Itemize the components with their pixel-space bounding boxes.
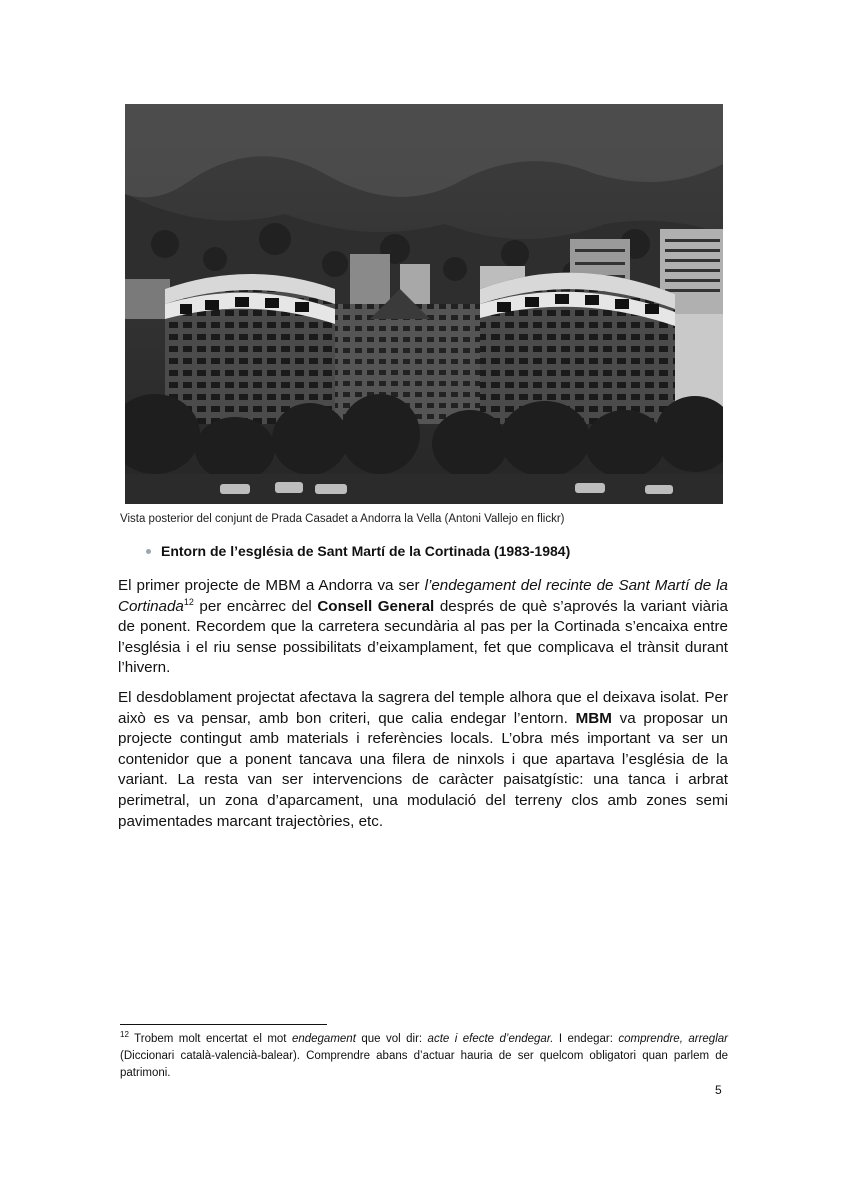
footnote-italic: acte i efecte d’endegar.	[427, 1033, 554, 1045]
footnote-reference: 12	[183, 596, 194, 607]
paragraph-2-text: El desdoblament projectat afectava la sagrera del temple alhora que el deixava isolat. Per això es va pensar, amb bon criteri, que calia endegar l’entorn.	[118, 689, 728, 727]
paragraph-1-text: El primer projecte de MBM a Andorra va ser	[118, 577, 425, 594]
paragraph-2	[118, 688, 728, 832]
section-heading-text: Entorn de l’església de Sant Martí de la Cortinada (1983-1984)	[161, 543, 571, 559]
figure-caption: Vista posterior del conjunt de Prada Casadet a Andorra la Vella (Antoni Vallejo en flickr)	[120, 513, 565, 525]
paragraph-1-bold: Consell General	[317, 597, 435, 615]
footnote-text: (Diccionari català-valencià-balear). Comprendre abans d’actuar hauria de ser quelcom obligatori quan parlem de patrimoni.	[120, 1050, 728, 1079]
footnote-text: Trobem molt encertat el mot	[128, 1033, 292, 1045]
page-number: 5	[715, 1083, 722, 1097]
footnote-italic: comprendre, arreglar	[618, 1033, 728, 1045]
footnote-text: que vol dir:	[355, 1033, 428, 1045]
footnote-number: 12	[120, 1030, 129, 1040]
paragraph-1-text: per encàrrec del	[193, 597, 318, 615]
paragraph-2-text: va proposar un projecte contingut amb materials i referències locals. L’obra més important va ser un contenidor que a ponent tancava una filera de ninxols i que apartava l’església de la variant. La resta van ser intervencions de caràcter paisatgístic: una tanca i arbrat perimetral, un zona d’aparcament, una modulació del terreny clos amb zones semi pavimentades marcant trajectòries, etc.	[118, 709, 728, 830]
footnote	[120, 1031, 728, 1082]
paragraph-1-text: després de què s’aprovés la variant viària de ponent. Recordem que la carretera secundària al pas per la Cortinada s’encaixa entre l’església i el riu sense possibilitats d’eixamplament, fet que complicava el trànsit durant l’hivern.	[118, 597, 728, 677]
paragraph-1	[118, 576, 728, 679]
footnote-text: I endegar:	[553, 1033, 619, 1045]
section-heading	[146, 543, 766, 559]
footnote-italic: endegament	[291, 1033, 356, 1045]
bullet-icon	[146, 549, 151, 554]
photo-illustration	[125, 104, 723, 504]
paragraph-1-italic: l’endegament del recinte de Sant Martí de la Cortinada	[118, 577, 728, 615]
footnote-divider	[120, 1024, 327, 1025]
paragraph-2-bold: MBM	[575, 709, 612, 727]
building-photo	[125, 104, 723, 504]
